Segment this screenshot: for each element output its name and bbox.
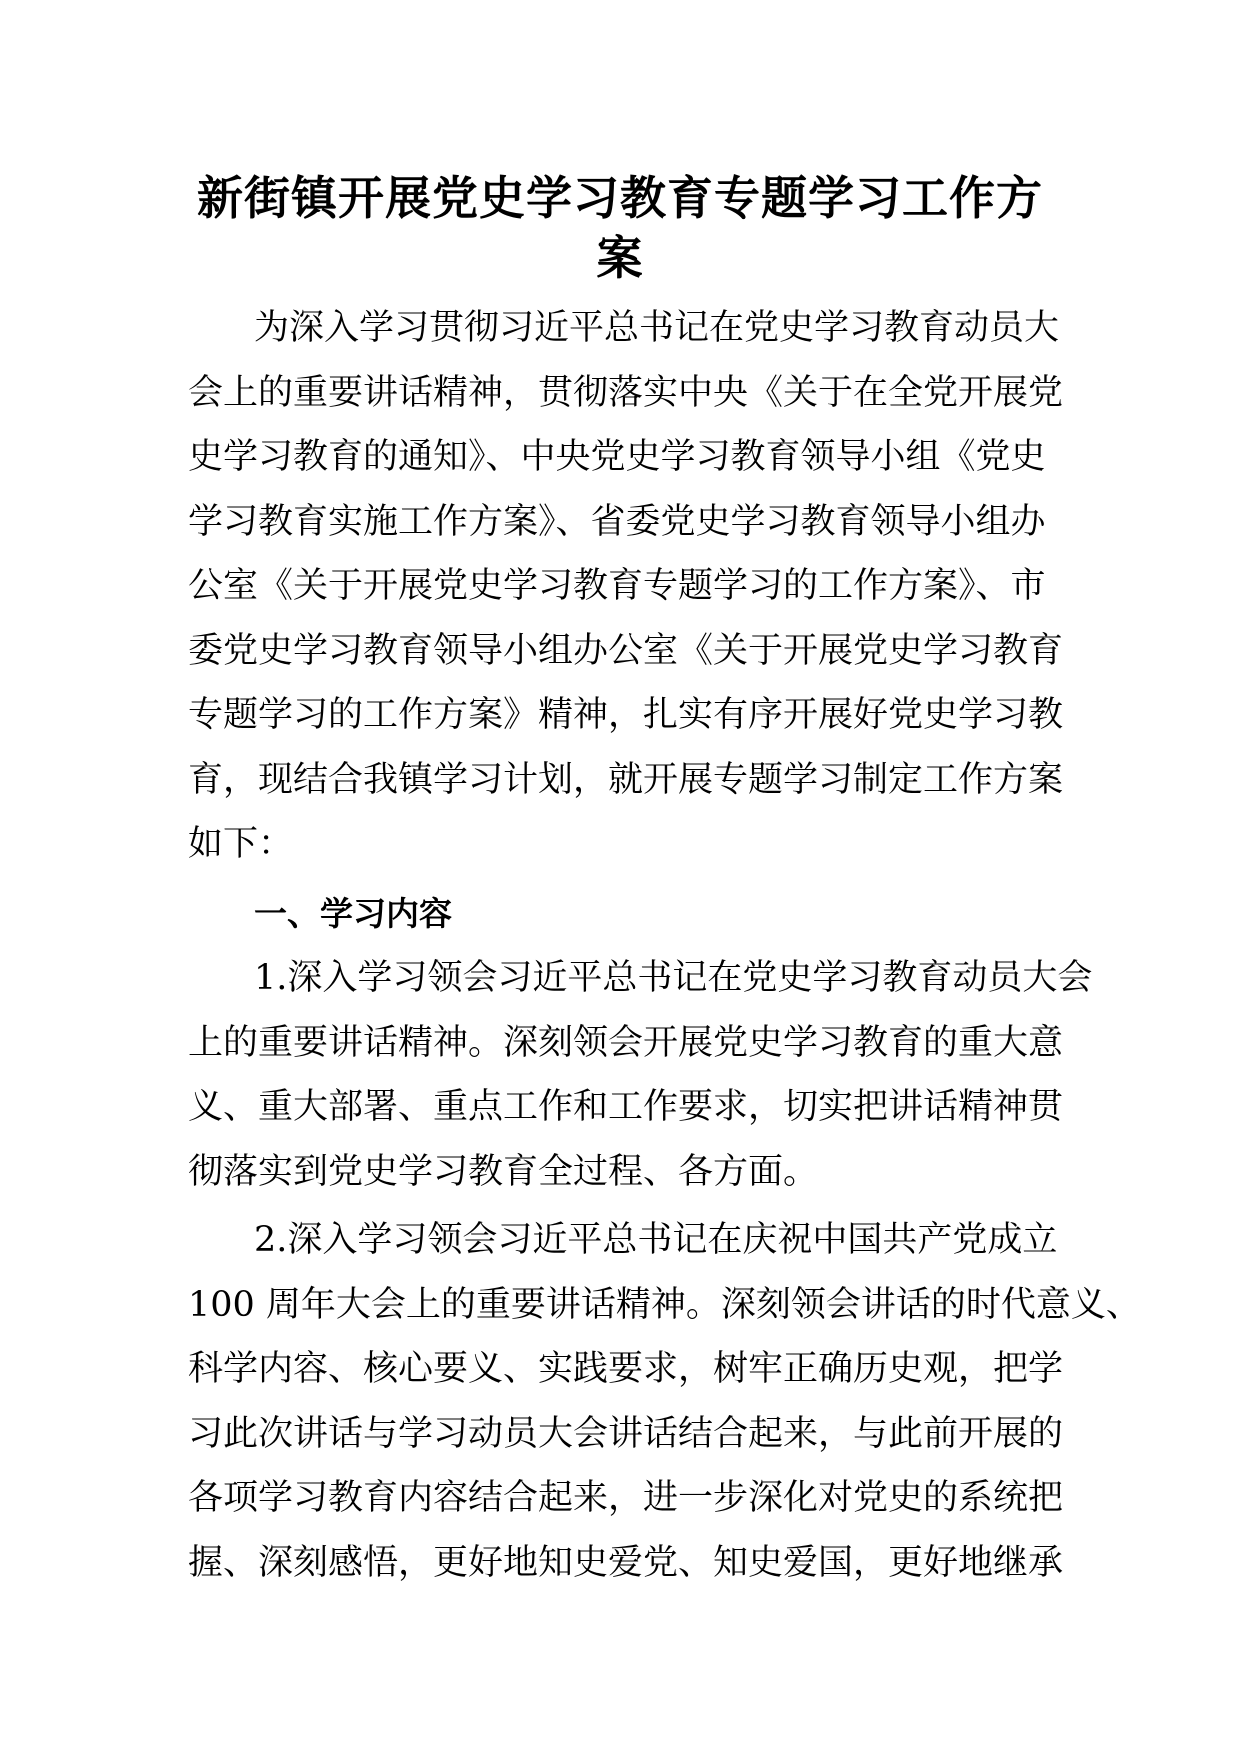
item-line: 上的重要讲话精神。深刻领会开展党史学习教育的重大意 <box>188 1022 1064 1063</box>
item-line: 彻落实到党史学习教育全过程、各方面。 <box>188 1151 819 1192</box>
item-line: 科学内容、核心要义、实践要求，树牢正确历史观，把学 <box>188 1349 1064 1389</box>
item-line: 各项学习教育内容结合起来，进一步深化对党史的系统把 <box>188 1478 1064 1518</box>
content-item-1 <box>188 946 1093 1204</box>
intro-line: 专题学习的工作方案》精神，扎实有序开展好党史学习教 <box>188 695 1064 735</box>
intro-line: 委党史学习教育领导小组办公室《关于开展党史学习教育 <box>188 630 1064 671</box>
content-item-2 <box>188 1208 1141 1595</box>
item-line: 义、重大部署、重点工作和工作要求，切实把讲话精神贯 <box>188 1087 1064 1127</box>
section-heading-study-content: 一、学习内容 <box>254 894 452 933</box>
document-title-line-1: 新街镇开展党史学习教育专题学习工作方 <box>197 171 1043 225</box>
item-line: 1.深入学习领会习近平总书记在党史学习教育动员大会 <box>254 958 1093 998</box>
item-line: 握、深刻感悟，更好地知史爱党、知史爱国，更好地继承 <box>188 1542 1064 1583</box>
intro-paragraph <box>188 296 1068 877</box>
item-line: 100 周年大会上的重要讲话精神。深刻领会讲话的时代意义、 <box>188 1284 1141 1325</box>
intro-line: 学习教育实施工作方案》、省委党史学习教育领导小组办 <box>188 501 1046 542</box>
intro-line: 为深入学习贯彻习近平总书记在党史学习教育动员大 <box>254 308 1060 348</box>
intro-line: 公室《关于开展党史学习教育专题学习的工作方案》、市 <box>188 566 1046 606</box>
intro-line: 史学习教育的通知》、中央党史学习教育领导小组《党史 <box>188 437 1046 477</box>
item-line: 习此次讲话与学习动员大会讲话结合起来，与此前开展的 <box>188 1413 1064 1454</box>
item-line: 2.深入学习领会习近平总书记在庆祝中国共产党成立 <box>254 1220 1058 1260</box>
intro-line: 会上的重要讲话精神，贯彻落实中央《关于在全党开展党 <box>188 372 1064 413</box>
intro-line: 如下： <box>188 824 294 864</box>
intro-line: 育，现结合我镇学习计划，就开展专题学习制定工作方案 <box>188 759 1064 800</box>
document-title-line-2: 案 <box>596 231 644 285</box>
